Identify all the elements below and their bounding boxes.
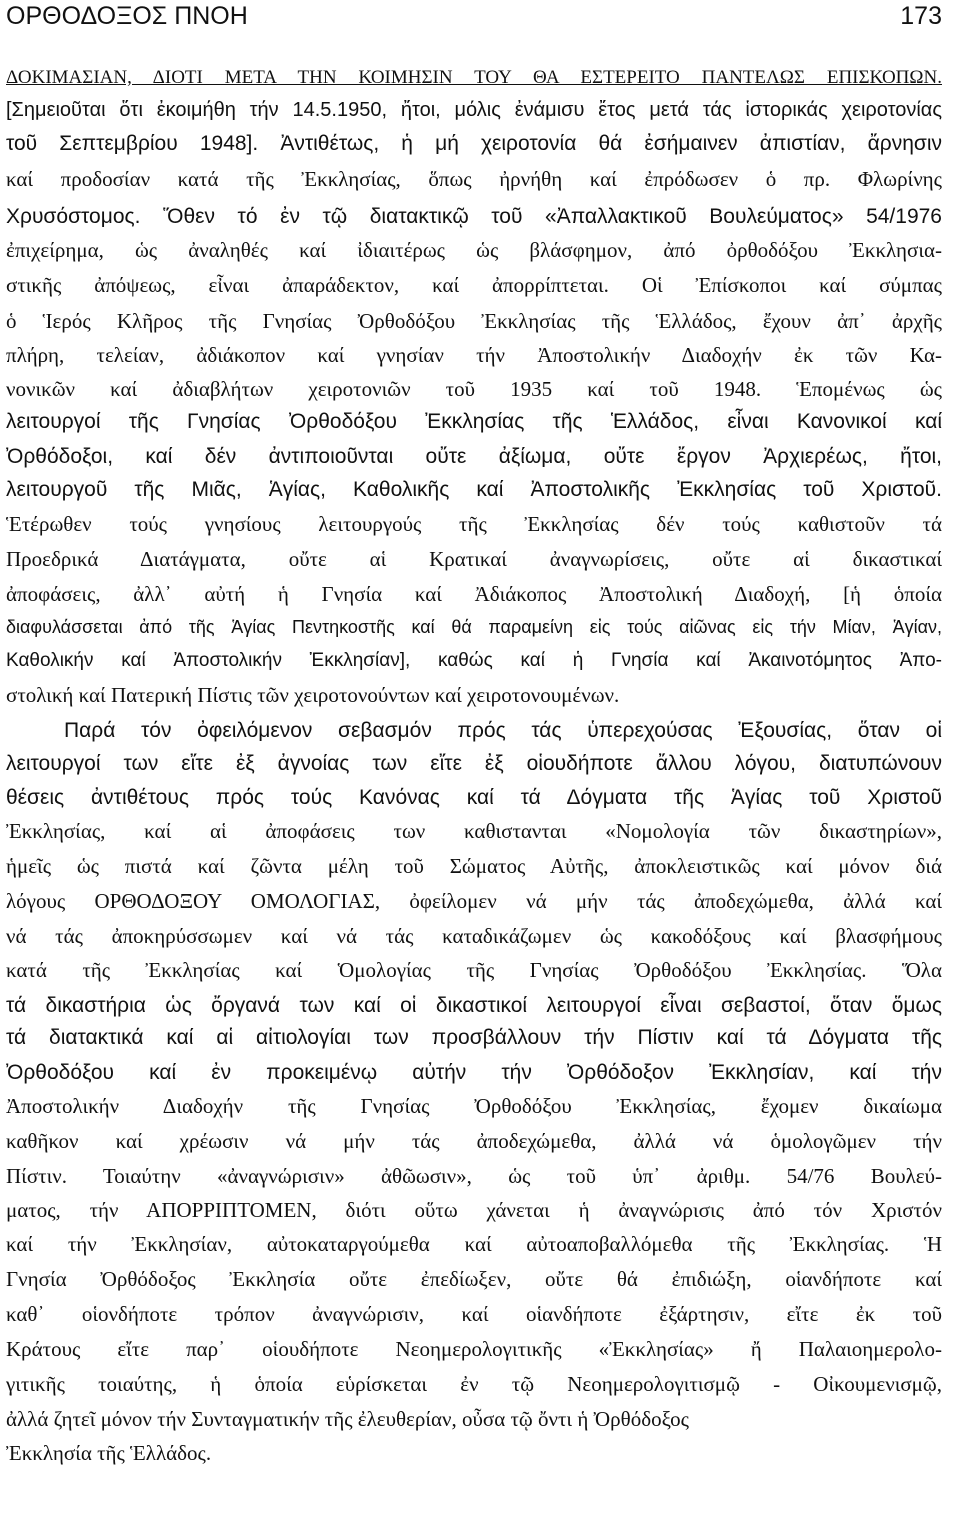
text-line: τοῦ Σεπτεμβρίου 1948]. Ἀντιθέτως, ἡ μή χειροτονία θά ἐσήμαινεν ἀπιστίαν, ἄρνησιν xyxy=(6,132,942,155)
text-line: καί προδοσίαν κατά τῆς Ἐκκλησίας, ὅπως ἠρνήθη καί ἐπρόδωσεν ὁ πρ. Φλωρίνης xyxy=(6,167,942,191)
page-number: 173 xyxy=(900,2,942,30)
text-line: Ἀποστολικήν Διαδοχήν τῆς Γνησίας Ὀρθοδόξου Ἐκκλησίας, ἔχομεν δικαίωμα xyxy=(6,1094,942,1118)
running-title: ΟΡΘΟΔΟΞΟΣ ΠΝΟΗ xyxy=(6,2,248,30)
text-line: Καθολικήν καί Ἀποστολικήν Ἐκκλησίαν], καθώς καί ἡ Γνησία καί Ἀκαινοτόμητος Ἀπο- xyxy=(6,650,942,671)
text-line: στικῆς ἀπόψεως, εἶναι ἀπαράδεκτον, καί ἀπορρίπτεται. Οἱ Ἐπίσκοποι καί σύμπας xyxy=(6,273,942,297)
text-line: Ὀρθόδοξοι, καί δέν ἀντιποιοῦνται οὔτε ἀξίωμα, οὔτε ἔργον Ἀρχιερέως, ἤτοι, xyxy=(6,445,942,468)
text-line: λειτουργοί των εἴτε ἐξ ἀγνοίας των εἴτε ἐξ οἱουδήποτε ἄλλου λόγου, διατυπώνουν xyxy=(6,752,942,775)
page-header xyxy=(6,2,942,32)
text-line: καθῆκον καί χρέωσιν νά μήν τάς ἀποδεχώμεθα, ἀλλά νά ὁμολογῶμεν τήν xyxy=(6,1129,942,1153)
text-line: ἐπιχείρημα, ὡς ἀναληθές καί ἰδιαιτέρως ὡς βλάσφημον, ἀπό ὀρθοδόξου Ἐκκλησια- xyxy=(6,238,942,262)
text-line: ματος, τήν ΑΠΟΡΡΙΠΤΟΜΕΝ, διότι οὕτω χάνεται ἡ ἀναγνώρισις ἀπό τόν Χριστόν xyxy=(6,1198,942,1222)
text-line: πλήρη, τελείαν, ἀδιάκοπον καί γνησίαν τήν Ἀποστολικήν Διαδοχήν ἐκ τῶν Κα- xyxy=(6,343,942,367)
text-line: διαφυλάσσεται ἀπό τῆς Ἁγίας Πεντηκοστῆς καί θά παραμείνη εἰς τούς αἰῶνας εἰς τήν Μίαν, Ἁγίαν, xyxy=(6,617,942,637)
text-line: γιτικῆς τοιαύτης, ἡ ὁποία εὑρίσκεται ἐν τῷ Νεοημερολογιτισμῷ - Οἰκουμενισμῷ, xyxy=(6,1372,942,1396)
text-line: Χρυσόστομος. Ὅθεν τό ἐν τῷ διατακτικῷ τοῦ «Ἀπαλλακτικοῦ Βουλεύματος» 54/1976 xyxy=(6,205,942,228)
text-line: ἀλλά ζητεῖ μόνον τήν Συνταγματικήν τῆς ἐλευθερίαν, οὖσα τῷ ὄντι ἡ Ὀρθόδοξος xyxy=(6,1407,689,1431)
text-line: [Σημειοῦται ὅτι ἐκοιμήθη τήν 14.5.1950, ἤτοι, μόλις ἐνάμισυ ἔτος μετά τάς ἱστορικάς χειροτονίας xyxy=(6,99,942,121)
text-line: Ἐκκλησίας, καί αἱ ἀποφάσεις των καθιστανται «Νομολογία τῶν δικαστηρίων», xyxy=(6,819,942,843)
text-line: τά δικαστήρια ὡς ὄργανά των καί οἱ δικαστικοί λειτουργοί εἶναι σεβαστοί, ὅταν ὅμως xyxy=(6,994,942,1017)
text-line: ἀποφάσεις, ἀλλ᾿ αὐτή ἡ Γνησία καί Ἀδιάκοπος Ἀποστολική Διαδοχή, [ἡ ὁποία xyxy=(6,582,942,606)
text-line: ἡμεῖς ὡς πιστά καί ζῶντα μέλη τοῦ Σώματος Αὐτῆς, ἀποκλειστικῶς καί μόνον διά xyxy=(6,854,942,878)
text-line: στολική καί Πατερική Πίστις τῶν χειροτονούντων καί χειροτονουμένων. xyxy=(6,683,620,707)
text-line: κατά τῆς Ἐκκλησίας καί Ὁμολογίας τῆς Γνησίας Ὀρθοδόξου Ἐκκλησίας. Ὅλα xyxy=(6,958,942,982)
text-line: λόγους ΟΡΘΟΔΟΞΟΥ ΟΜΟΛΟΓΙΑΣ, ὀφείλομεν νά μήν τάς ἀποδεχώμεθα, ἀλλά καί xyxy=(6,889,942,913)
text-line: ὁ Ἱερός Κλῆρος τῆς Γνησίας Ὀρθοδόξου Ἐκκλησίας τῆς Ἑλλάδος, ἔχουν ἀπ᾿ ἀρχῆς xyxy=(6,309,942,333)
text-line: Ὀρθοδόξου καί ἐν προκειμένῳ αὐτήν τήν Ὀρθόδοξον Ἐκκλησίαν, καί τήν xyxy=(6,1061,942,1084)
text-line: θέσεις ἀντιθέτους πρός τούς Κανόνας καί τά Δόγματα τῆς Ἁγίας τοῦ Χριστοῦ xyxy=(6,786,942,809)
text-line: Ἑτέρωθεν τούς γνησίους λειτουργούς τῆς Ἐκκλησίας δέν τούς καθιστοῦν τά xyxy=(6,512,942,536)
text-line: λειτουργοῦ τῆς Μιᾶς, Ἁγίας, Καθολικῆς καί Ἀποστολικῆς Ἐκκλησίας τοῦ Χριστοῦ. xyxy=(6,478,942,501)
text-line: ΔΟΚΙΜΑΣΙΑΝ, ΔΙΟΤΙ ΜΕΤΑ ΤΗΝ ΚΟΙΜΗΣΙΝ ΤΟΥ ΘΑ ΕΣΤΕΡΕΙΤΟ ΠΑΝΤΕΛΩΣ ΕΠΙΣΚΟΠΩΝ. xyxy=(6,67,942,88)
text-line: Ἐκκλησία τῆς Ἑλλάδος. xyxy=(6,1441,212,1465)
text-line: νονικῶν καί ἀδιαβλήτων χειροτονιῶν τοῦ 1935 καί τοῦ 1948. Ἑπομένως ὡς xyxy=(6,377,942,401)
text-line: Γνησία Ὀρθόδοξος Ἐκκλησία οὔτε ἐπεδίωξεν, οὔτε θά ἐπιδιώξη, οἱανδήποτε καί xyxy=(6,1267,942,1291)
text-line: λειτουργοί τῆς Γνησίας Ὀρθοδόξου Ἐκκλησίας τῆς Ἑλλάδος, εἶναι Κανονικοί καί xyxy=(6,410,942,433)
text-line: Προεδρικά Διατάγματα, οὔτε αἱ Κρατικαί ἀναγνωρίσεις, οὔτε αἱ δικαστικαί xyxy=(6,547,942,571)
text-line: νά τάς ἀποκηρύσσωμεν καί νά τάς καταδικάζωμεν ὡς κακοδόξους καί βλασφήμους xyxy=(6,924,942,948)
text-line: Παρά τόν ὀφειλόμενον σεβασμόν πρός τάς ὑπερεχούσας Ἐξουσίας, ὅταν οἱ xyxy=(64,719,942,742)
text-line: καί τήν Ἐκκλησίαν, αὐτοκαταργούμεθα καί αὐτοαποβαλλόμεθα τῆς Ἐκκλησίας. Ἡ xyxy=(6,1232,942,1256)
text-line: Πίστιν. Τοιαύτην «ἀναγνώρισιν» ἀθῶωσιν», ὡς τοῦ ὑπ᾿ ἀριθμ. 54/76 Βουλεύ- xyxy=(6,1164,942,1188)
text-line: καθ᾿ οἱονδήποτε τρόπον ἀναγνώρισιν, καί οἱανδήποτε ἐξάρτησιν, εἴτε ἐκ τοῦ xyxy=(6,1302,942,1326)
text-line: τά διατακτικά καί αἱ αἰτιολογίαι των προσβάλλουν τήν Πίστιν καί τά Δόγματα τῆς xyxy=(6,1026,942,1049)
text-line: Κράτους εἴτε παρ᾿ οἱουδήποτε Νεοημερολογιτικῆς «Ἐκκλησίας» ἤ Παλαιοημερολο- xyxy=(6,1337,942,1361)
